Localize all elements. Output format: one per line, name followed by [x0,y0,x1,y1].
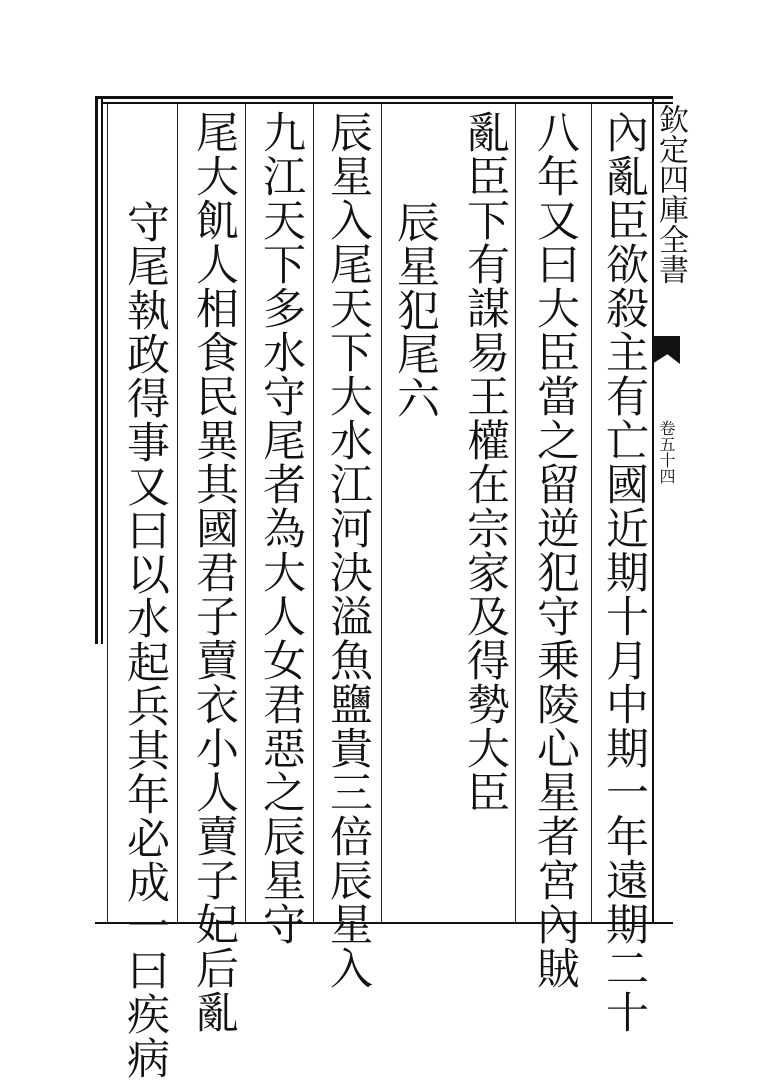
frame-left-outer-line [95,96,98,644]
column-text-continued: 守尾者為大人女君惡之 [256,374,306,814]
column-text-continued: 辰星守 [256,814,306,946]
column-text: 尾大飢人相食民異其國君子賣衣小人賣子妃后亂 [189,110,239,1034]
book-title-gutter: 欽定四庫全書 [653,104,688,284]
text-column-6 [251,110,311,946]
column-rule [515,104,516,922]
fish-tail-mark [652,336,680,364]
column-text: 亂臣下有謀易王權在宗家及得勢大臣 [460,110,510,814]
column-rule [177,104,178,922]
column-rule [245,104,246,922]
text-column-3 [455,110,515,920]
column-text: 八年又曰大臣當之 [530,110,580,462]
frame-bottom-line [95,922,673,924]
text-column-1 [594,110,654,1034]
text-column-5 [318,110,378,990]
text-column-2 [525,110,585,990]
column-text-continued: 留逆犯守乗陵心星者宮內賊 [530,462,580,990]
text-column-8 [115,110,175,1080]
section-heading: 辰星犯尾六 [390,200,440,420]
column-rule [313,104,314,922]
column-rule [591,104,592,922]
volume-number: 卷五十四 [657,420,676,484]
column-text: 辰星入尾天下大水江河決溢魚鹽貴三倍 [323,110,373,858]
frame-top-outer-line [95,96,673,99]
column-text-continued: 辰星入 [323,858,373,990]
column-text: 九江天下多水 [256,110,306,374]
column-rule [381,104,382,922]
column-text: 守尾執政得事又曰以水起兵其年必成一曰疾病 [120,200,170,1080]
section-heading-column [385,110,445,1010]
text-column-7 [184,110,244,1034]
frame-top-inner-line [101,102,673,104]
frame-left-inner-line [101,96,103,644]
column-text: 內亂臣欲殺主有亡國近期十月中期一年遠期二十 [599,110,649,1034]
column-rule [107,104,108,922]
